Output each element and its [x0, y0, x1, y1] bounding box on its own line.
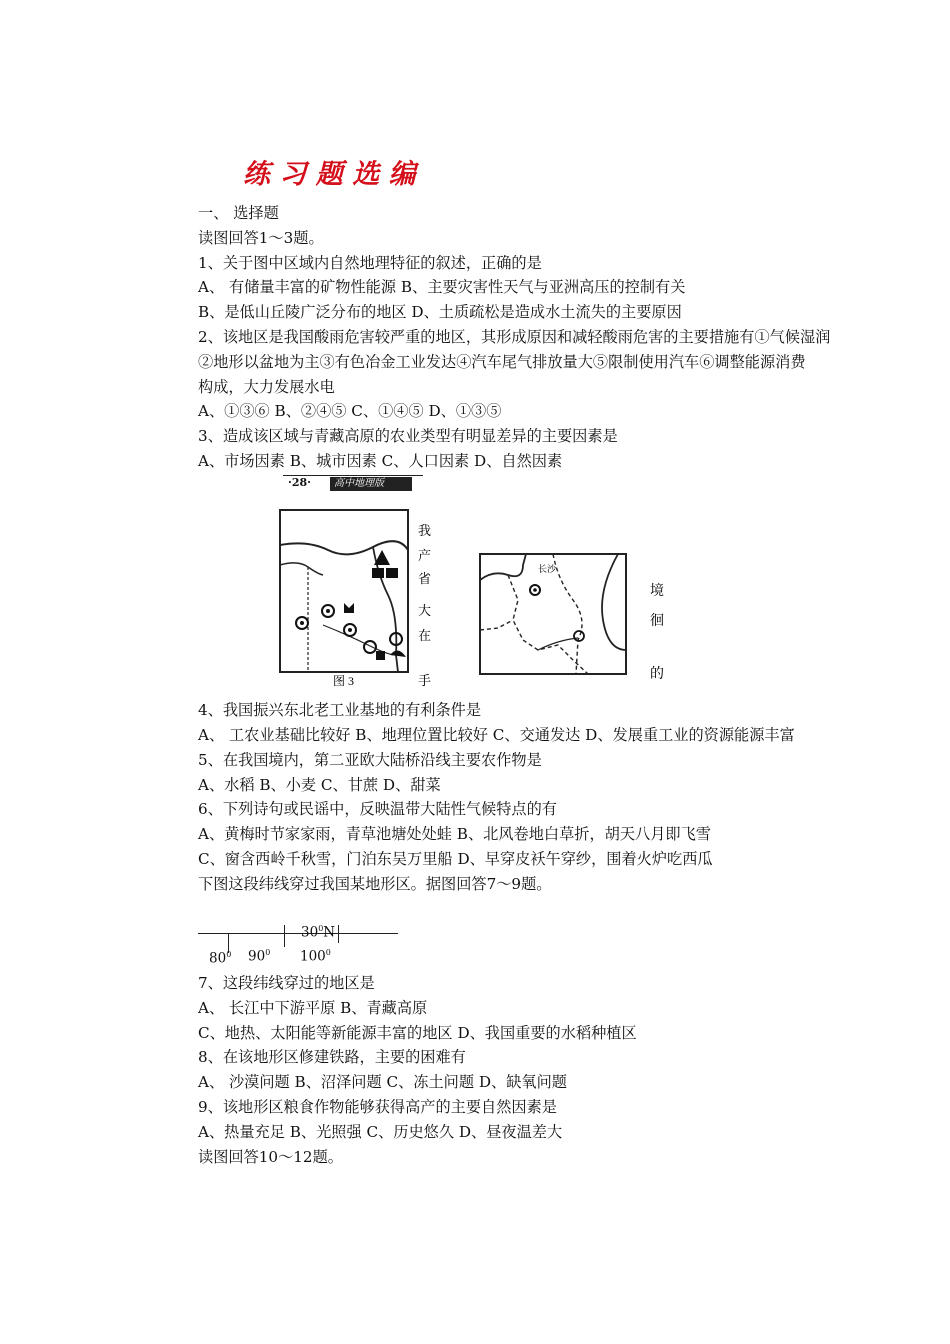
question-3-options: A、市场因素 B、城市因素 C、人口因素 D、自然因素 [198, 452, 563, 470]
svg-text:境: 境 [650, 584, 664, 599]
question-2-cont2: 构成，大力发展水电 [198, 378, 335, 396]
question-5: 5、在我国境内，第二亚欧大陆桥沿线主要农作物是 [198, 751, 542, 769]
instruction-text-3: 读图回答10～12题。 [198, 1148, 343, 1166]
svg-text:产: 产 [418, 548, 432, 563]
svg-text:长沙: 长沙 [538, 564, 557, 574]
map-caption: 图 3 [333, 674, 355, 688]
svg-text:大: 大 [418, 603, 432, 618]
instruction-text: 读图回答1～3题。 [198, 229, 324, 247]
question-8: 8、在该地形区修建铁路，主要的困难有 [198, 1048, 466, 1066]
longitude-label-80: $80^0$ [209, 950, 232, 967]
question-4: 4、我国振兴东北老工业基地的有利条件是 [198, 701, 482, 719]
map-figure-2 [478, 550, 668, 692]
question-4-options: A、 工农业基础比较好 B、地理位置比较好 C、交通发达 D、发展重工业的资源能源丰富 [198, 726, 795, 744]
figure-header [283, 474, 423, 492]
svg-text:徊: 徊 [650, 614, 664, 629]
circle-symbol [364, 641, 376, 653]
question-5-options: A、水稻 B、小麦 C、甘蔗 D、甜菜 [198, 776, 441, 794]
question-1: 1、关于图中区域内自然地理特征的叙述，正确的是 [198, 254, 542, 272]
mine-symbol [344, 603, 354, 613]
svg-text:我: 我 [418, 523, 432, 538]
question-2-options: A、①③⑥ B、②④⑤ C、①④⑤ D、①③⑤ [198, 402, 502, 420]
instruction-text-2: 下图这段纬线穿过我国某地形区。据图回答7～9题。 [198, 875, 552, 893]
question-7-options-a: A、 长江中下游平原 B、青藏高原 [198, 999, 428, 1017]
svg-text:手: 手 [418, 673, 432, 688]
section-heading: 一、 选择题 [198, 204, 279, 222]
svg-text:省: 省 [418, 571, 432, 586]
latitude-label: $30^0N$ [301, 924, 336, 941]
question-6-options-c: C、窗含西岭千秋雪，门泊东吴万里船 D、早穿皮袄午穿纱，围着火炉吃西瓜 [198, 850, 713, 868]
question-2-cont: ②地形以盆地为主③有色冶金工业发达④汽车尾气排放量大⑤限制使用汽车⑥调整能源消费 [198, 353, 806, 371]
map-figure-1 [278, 505, 432, 690]
question-9: 9、该地形区粮食作物能够获得高产的主要自然因素是 [198, 1098, 557, 1116]
question-9-options: A、热量充足 B、光照强 C、历史悠久 D、昼夜温差大 [198, 1123, 563, 1141]
question-8-options: A、 沙漠问题 B、沼泽问题 C、冻土问题 D、缺氧问题 [198, 1073, 567, 1091]
page-title: 练 习 题 选 编 [243, 159, 416, 190]
question-7: 7、这段纬线穿过的地区是 [198, 974, 375, 992]
question-2: 2、该地区是我国酸雨危害较严重的地区，其形成原因和减轻酸雨危害的主要措施有①气候湿润 [198, 328, 831, 346]
question-1-options-b: B、是低山丘陵广泛分布的地区 D、土质疏松是造成水土流失的主要原因 [198, 303, 682, 321]
square-symbol [376, 651, 385, 660]
square-symbol [372, 568, 384, 578]
question-6-options-a: A、黄梅时节家家雨，青草池塘处处蛙 B、北风卷地白草折，胡天八月即飞雪 [198, 825, 711, 843]
svg-text:在: 在 [418, 628, 432, 643]
triangle-symbol [374, 550, 390, 565]
longitude-label-90: $90^0$ [248, 948, 271, 965]
question-3: 3、造成该区域与青藏高原的农业类型有明显差异的主要因素是 [198, 427, 618, 445]
header-tag: 高中地理版 [330, 477, 412, 491]
page-number: ·28· [288, 476, 311, 489]
longitude-label-100: $100^0$ [300, 948, 331, 965]
square-symbol [386, 568, 398, 578]
svg-text:的: 的 [650, 667, 664, 682]
question-1-options-a: A、 有储量丰富的矿物性能源 B、主要灾害性天气与亚洲高压的控制有关 [198, 278, 686, 296]
question-6: 6、下列诗句或民谣中，反映温带大陆性气候特点的有 [198, 800, 557, 818]
question-7-options-c: C、地热、太阳能等新能源丰富的地区 D、我国重要的水稻种植区 [198, 1024, 637, 1042]
